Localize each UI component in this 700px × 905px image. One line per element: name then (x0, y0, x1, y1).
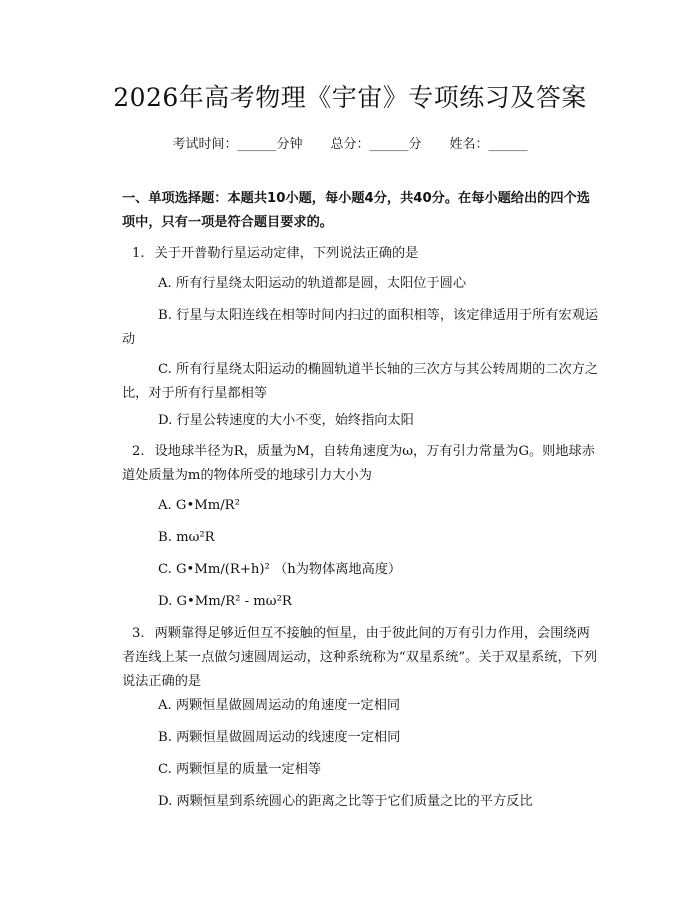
question-2-option-a: A. G•Mm/R² (158, 498, 240, 513)
question-number: 3. (132, 626, 145, 641)
page-title: 2026年高考物理《宇宙》专项练习及答案 (113, 83, 587, 112)
question-text: 两颗靠得足够近但互不接触的恒星，由于彼此间的万有引力作用，会围绕两者连线上某一点做匀速圆周运动，这种系统称为“双星系统”。关于双星系统，下列说法正确的是 (122, 626, 598, 689)
question-3-option-d: D. 两颗恒星到系统圆心的距离之比等于它们质量之比的平方反比 (158, 794, 533, 809)
question-1-option-d: D. 行星公转速度的大小不变，始终指向太阳 (158, 413, 414, 428)
question-3-option-b: B. 两颗恒星做圆周运动的线速度一定相同 (158, 730, 401, 745)
question-text: 设地球半径为R，质量为M，自转角速度为ω，万有引力常量为G。则地球赤道处质量为m的物体所受的地球引力大小为 (122, 444, 595, 483)
question-3-option-c: C. 两颗恒星的质量一定相等 (158, 762, 322, 777)
question-1-option-c: C. 所有行星绕太阳运动的椭圆轨道半长轴的三次方与其公转周期的二次方之比，对于所有行星都相等 (122, 362, 599, 401)
question-3-option-a: A. 两颗恒星做圆周运动的角速度一定相同 (158, 698, 401, 713)
question-2-stem (122, 440, 600, 488)
question-1-option-a: A. 所有行星绕太阳运动的轨道都是圆，太阳位于圆心 (158, 276, 467, 291)
exam-meta-line (0, 133, 700, 152)
total-score-field: 总分：______分 (330, 137, 422, 152)
question-2-option-d: D. G•Mm/R² - mω²R (158, 594, 292, 609)
question-text: 关于开普勒行星运动定律，下列说法正确的是 (154, 246, 419, 261)
question-1-option-b: B. 行星与太阳连线在相等时间内扫过的面积相等，该定律适用于所有宏观运动 (122, 308, 599, 347)
question-2-option-b: B. mω²R (158, 530, 215, 545)
question-3-stem (122, 622, 600, 694)
student-name-field: 姓名：______ (449, 137, 528, 152)
exam-time-field: 考试时间：______分钟 (172, 137, 303, 152)
section-heading: 一、单项选择题：本题共10小题，每小题4分，共40分。在每小题给出的四个选项中，只有一项是符合题目要求的。 (122, 191, 590, 230)
question-2-option-c: C. G•Mm/(R+h)² （h为物体离地高度） (158, 562, 402, 577)
question-1-stem (122, 242, 600, 266)
question-number: 2. (132, 444, 145, 459)
question-number: 1. (132, 246, 145, 261)
